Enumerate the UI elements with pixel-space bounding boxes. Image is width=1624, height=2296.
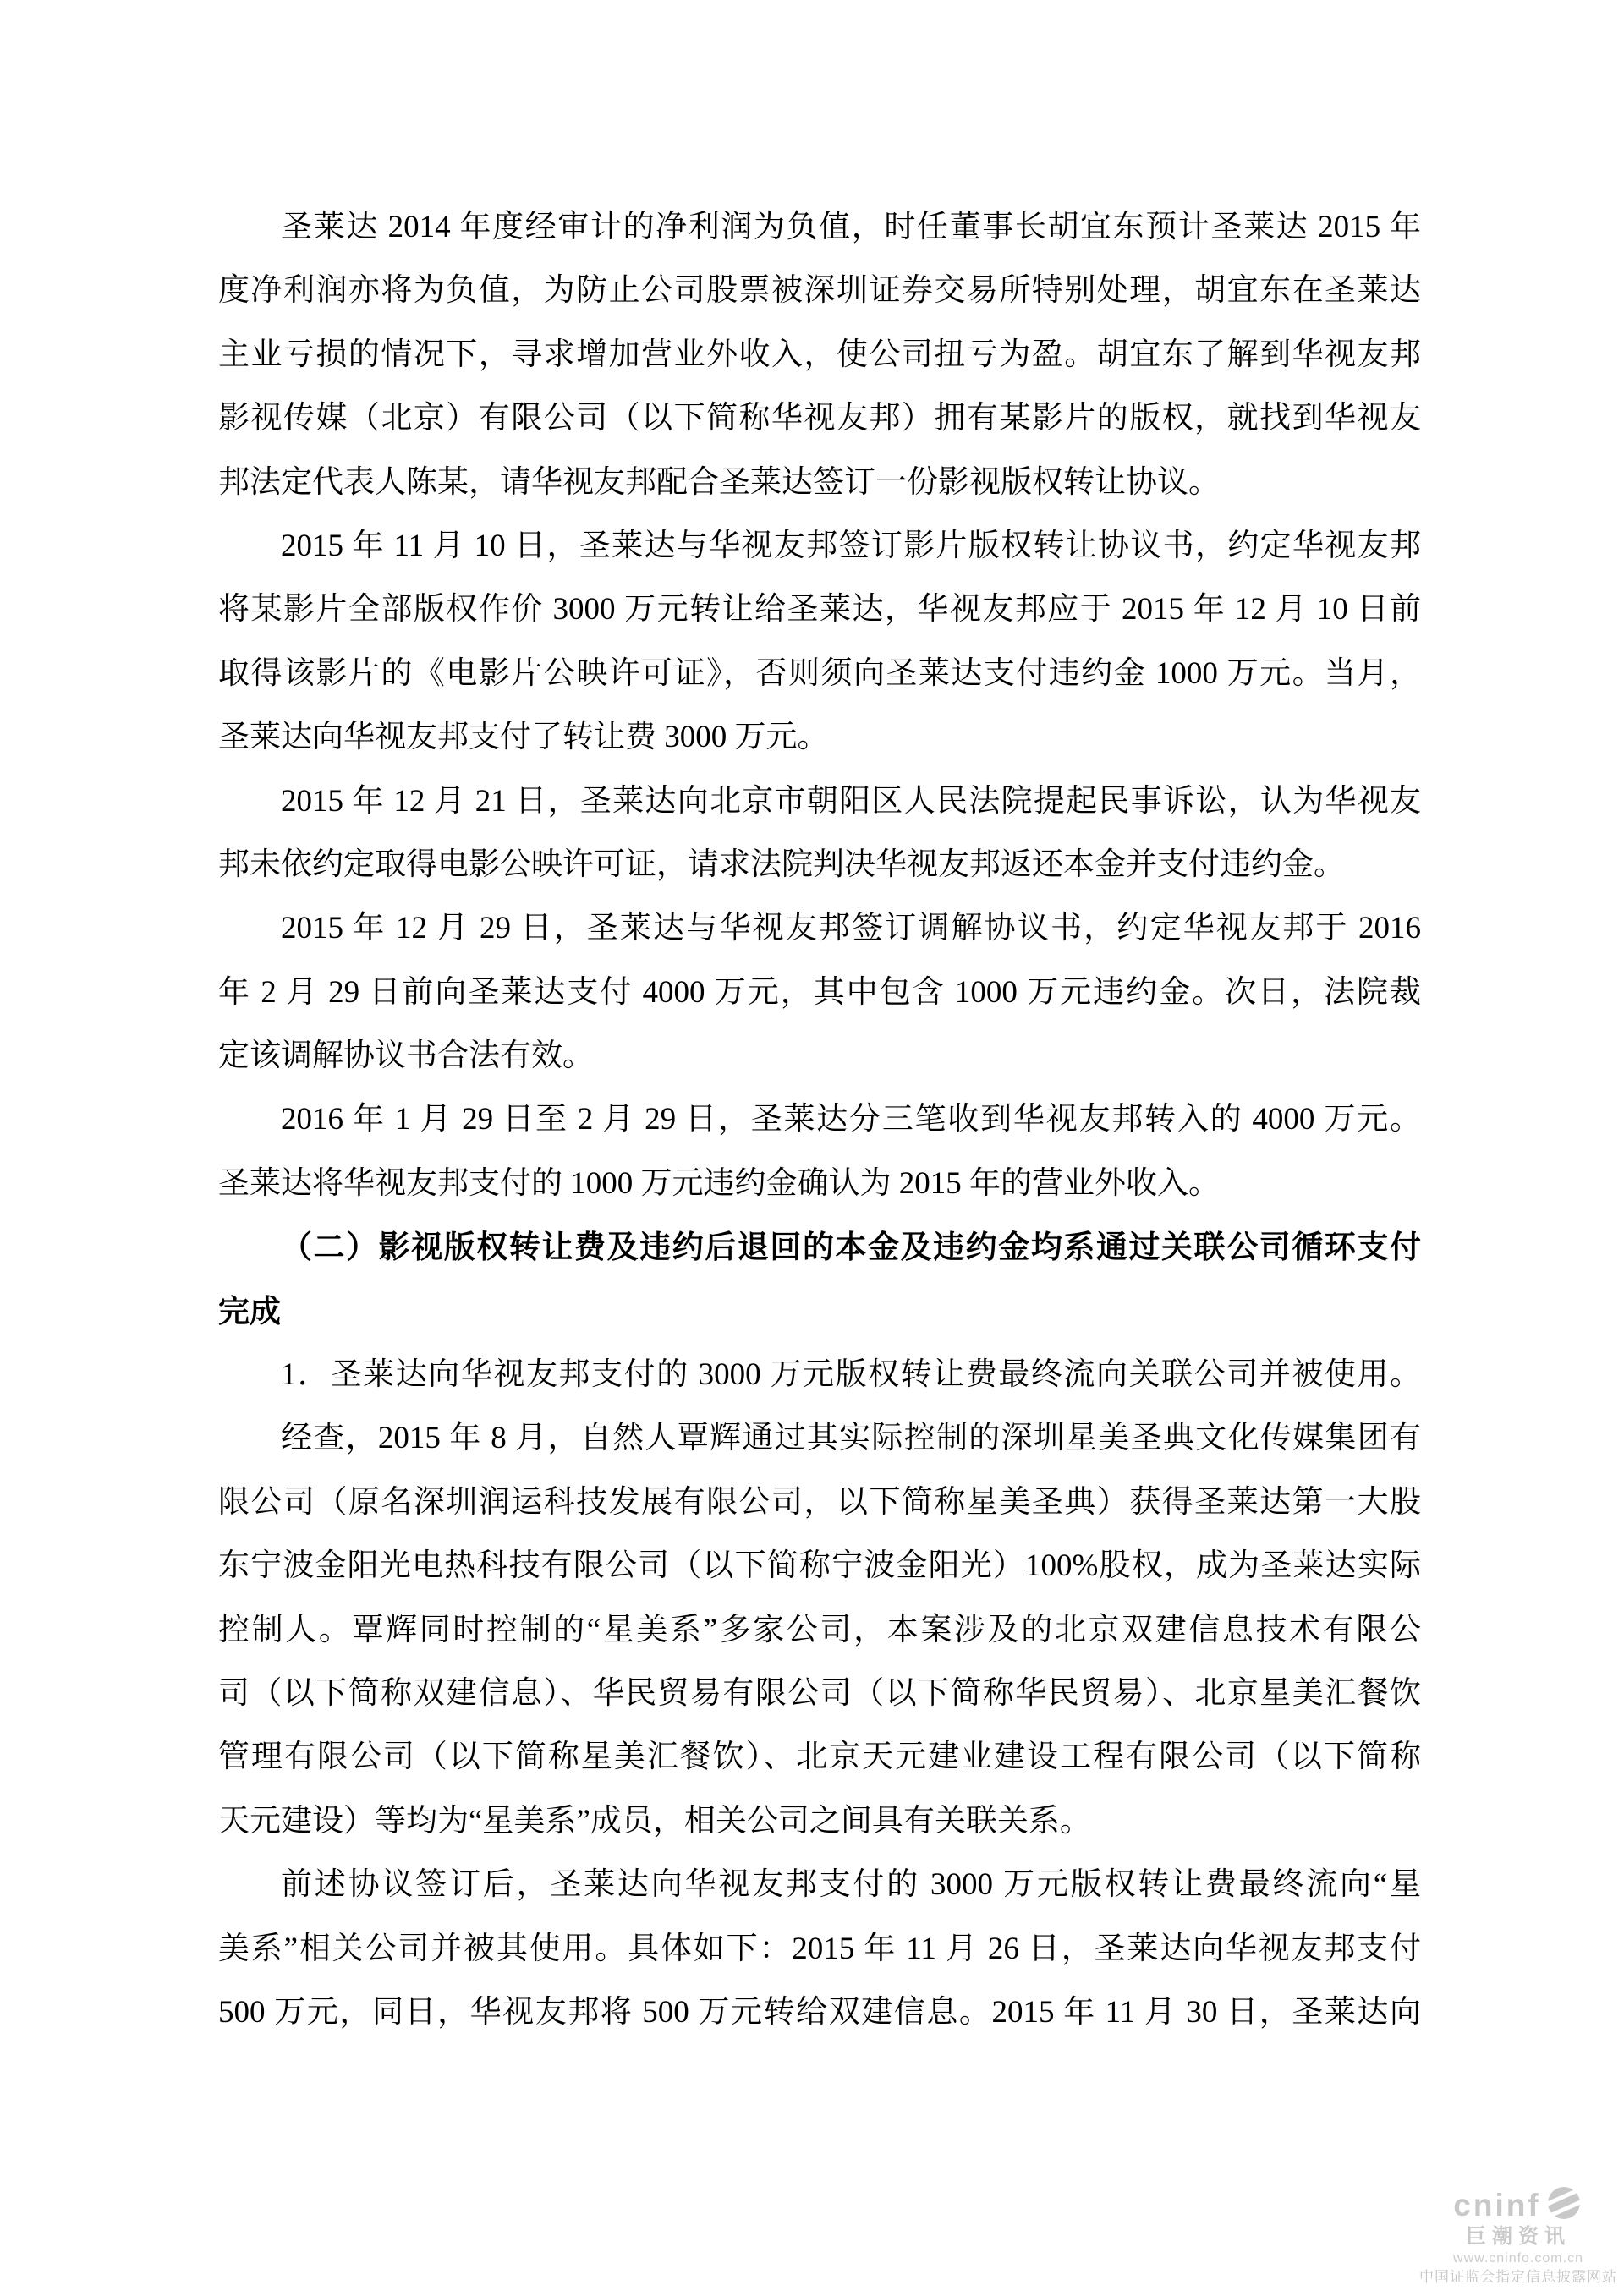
text-line: 取得该影片的《电影片公映许可证》，否则须向圣莱达支付违约金 1000 万元。当月，: [218, 655, 1421, 691]
text-line: 天元建设）等均为“星美系”成员，相关公司之间具有关联关系。: [218, 1803, 1091, 1838]
text-line: 东宁波金阳光电热科技有限公司（以下简称宁波金阳光）100%股权，成为圣莱达实际: [218, 1548, 1421, 1584]
paragraph: [218, 1343, 1421, 1406]
text-line: 管理有限公司（以下简称星美汇餐饮）、北京天元建业建设工程有限公司（以下简称: [218, 1740, 1421, 1775]
section-heading: [218, 1215, 1421, 1343]
paragraph: [218, 896, 1421, 1088]
text-line: 度净利润亦将为负值，为防止公司股票被深圳证券交易所特别处理，胡宜东在圣莱达: [218, 273, 1421, 309]
paragraph: [218, 1406, 1421, 1853]
cninfo-logo-text: cninf: [1453, 2187, 1541, 2222]
text-line: 定该调解协议书合法有效。: [218, 1038, 594, 1074]
cninfo-logo-row: [1419, 2185, 1617, 2224]
text-line: 2015 年 12 月 21 日，圣莱达向北京市朝阳区人民法院提起民事诉讼，认为华视友: [281, 783, 1421, 819]
text-line: 2015 年 11 月 10 日，圣莱达与华视友邦签订影片版权转让协议书，约定华视友邦: [281, 528, 1421, 563]
text-line: 完成: [218, 1293, 281, 1329]
text-line: 2016 年 1 月 29 日至 2 月 29 日，圣莱达分三笔收到华视友邦转入的 4000 万元。: [281, 1102, 1421, 1137]
text-line: 司（以下简称双建信息）、华民贸易有限公司（以下简称华民贸易）、北京星美汇餐饮: [218, 1675, 1421, 1711]
text-line: （二）影视版权转让费及违约后退回的本金及违约金均系通过关联公司循环支付: [281, 1230, 1421, 1265]
text-line: 前述协议签订后，圣莱达向华视友邦支付的 3000 万元版权转让费最终流向“星: [281, 1867, 1421, 1903]
watermark-tagline: 中国证监会指定信息披露网站: [1419, 2269, 1617, 2285]
cninfo-watermark: [1419, 2185, 1617, 2284]
paragraph: [218, 514, 1421, 770]
document-body: [218, 195, 1421, 2044]
text-line: 2015 年 12 月 29 日，圣莱达与华视友邦签订调解协议书，约定华视友邦于 2016: [281, 911, 1421, 946]
text-line: 邦未依约定取得电影公映许可证，请求法院判决华视友邦返还本金并支付违约金。: [218, 847, 1345, 882]
text-line: 圣莱达向华视友邦支付了转让费 3000 万元。: [218, 720, 829, 755]
watermark-brand-name: 巨潮资讯: [1466, 2225, 1571, 2248]
text-line: 影视传媒（北京）有限公司（以下简称华视友邦）拥有某影片的版权，就找到华视友: [218, 401, 1421, 436]
text-line: 将某影片全部版权作价 3000 万元转让给圣莱达，华视友邦应于 2015 年 12 月 10 日前: [218, 592, 1421, 627]
text-line: 限公司（原名深圳润运科技发展有限公司，以下简称星美圣典）获得圣莱达第一大股: [218, 1484, 1421, 1520]
watermark-url-text: www.cninfo.com.cn: [1453, 2251, 1583, 2266]
text-line: 邦法定代表人陈某，请华视友邦配合圣莱达签订一份影视版权转让协议。: [218, 464, 1220, 500]
paragraph: [218, 1088, 1421, 1215]
text-line: 圣莱达 2014 年度经审计的净利润为负值，时任董事长胡宜东预计圣莱达 2015 年: [281, 210, 1421, 244]
text-line: 主业亏损的情况下，寻求增加营业外收入，使公司扭亏为盈。胡宜东了解到华视友邦: [218, 337, 1421, 372]
text-line: 1．圣莱达向华视友邦支付的 3000 万元版权转让费最终流向关联公司并被使用。: [281, 1357, 1421, 1393]
text-line: 圣莱达将华视友邦支付的 1000 万元违约金确认为 2015 年的营业外收入。: [218, 1165, 1220, 1201]
text-line: 控制人。覃辉同时控制的“星美系”多家公司，本案涉及的北京双建信息技术有限公: [218, 1612, 1421, 1647]
cninfo-logo-globe-icon: [1544, 2185, 1583, 2224]
paragraph: [218, 1853, 1421, 2044]
text-line: 500 万元，同日，华视友邦将 500 万元转给双建信息。2015 年 11 月 30 日，圣莱达向: [218, 1994, 1421, 2030]
text-line: 经查，2015 年 8 月，自然人覃辉通过其实际控制的深圳星美圣典文化传媒集团有: [281, 1421, 1421, 1456]
paragraph: [218, 195, 1421, 514]
paragraph: [218, 770, 1421, 897]
text-line: 年 2 月 29 日前向圣莱达支付 4000 万元，其中包含 1000 万元违约金。次日，法院裁: [218, 974, 1421, 1010]
text-line: 美系”相关公司并被其使用。具体如下：2015 年 11 月 26 日，圣莱达向华视友邦支付: [218, 1931, 1421, 1966]
